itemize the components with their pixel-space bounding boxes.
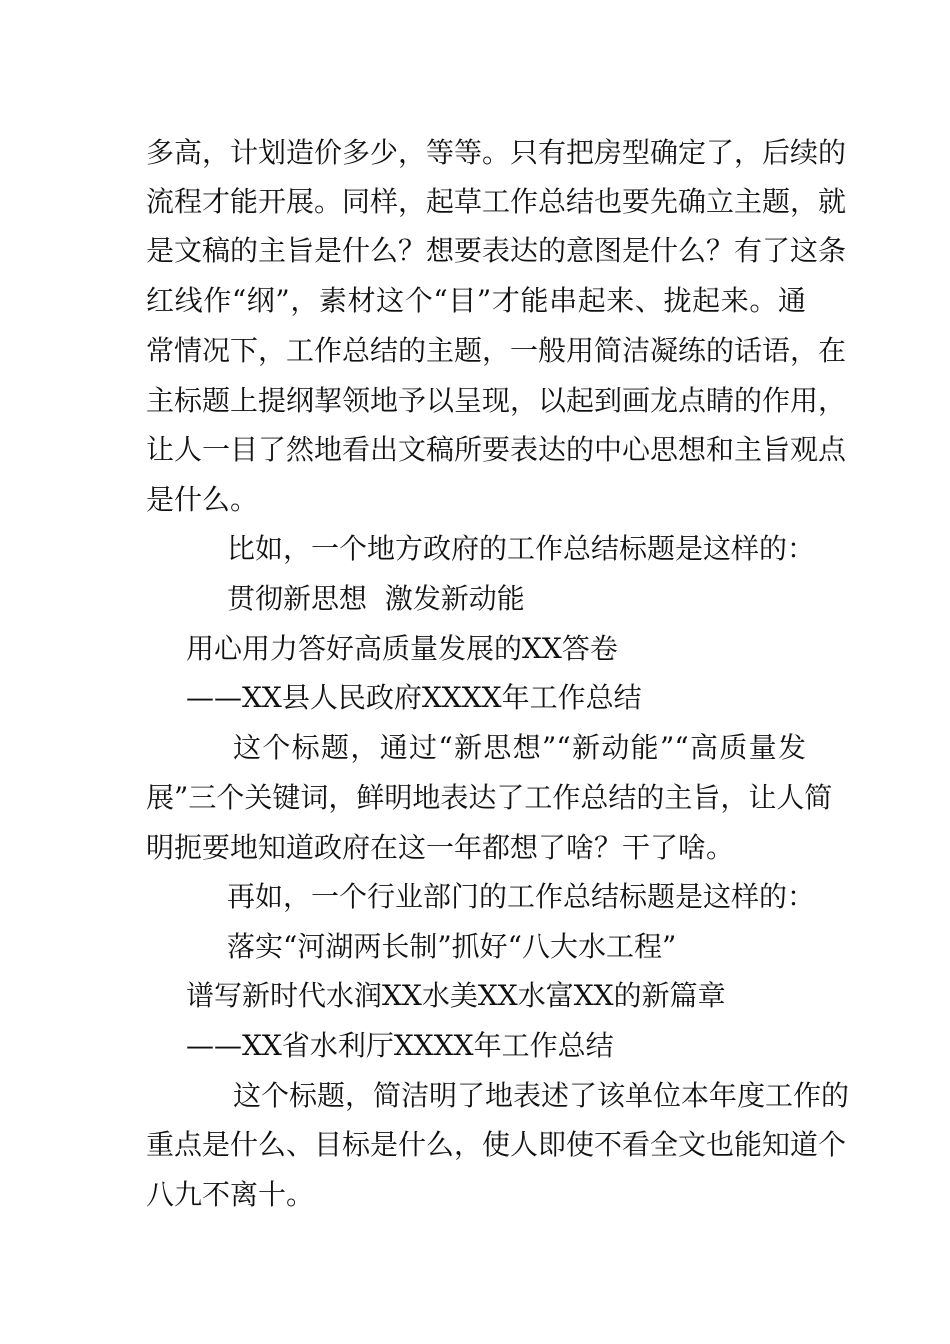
example-title-line: 落实“河湖两长制”抓好“八大水工程” [227, 930, 677, 963]
paragraph-line: 是什么。 [146, 483, 259, 516]
comment-line: 这个标题，简洁明了地表述了该单位本年度工作的 [233, 1079, 850, 1112]
example-subtitle: ——XX县人民政府XXXX年工作总结 [186, 681, 642, 714]
paragraph-line: 是文稿的主旨是什么？想要表达的意图是什么？有了这条 [146, 234, 847, 267]
example-intro: 比如，一个地方政府的工作总结标题是这样的： [227, 532, 816, 565]
comment-line: 这个标题，通过“新思想”“新动能”“高质量发 [233, 731, 806, 764]
example-title-line: 贯彻新思想 激发新动能 [227, 582, 525, 615]
paragraph-line: 流程才能开展。同样，起草工作总结也要先确立主题，就 [146, 185, 847, 218]
example-title-line: 用心用力答好高质量发展的XX答卷 [186, 632, 618, 665]
example-subtitle: ——XX省水利厅XXXX年工作总结 [186, 1029, 614, 1062]
example-title-line: 谱写新时代水润XX水美XX水富XX的新篇章 [186, 979, 726, 1012]
paragraph-line: 常情况下，工作总结的主题，一般用简洁凝练的话语，在 [146, 334, 847, 367]
paragraph-line: 让人一目了然地看出文稿所要表达的中心思想和主旨观点 [146, 433, 847, 466]
paragraph-line: 主标题上提纲挈领地予以呈现，以起到画龙点睛的作用， [146, 384, 847, 417]
paragraph-line: 多高，计划造价多少，等等。只有把房型确定了，后续的 [146, 136, 847, 169]
comment-line: 明扼要地知道政府在这一年都想了啥？干了啥。 [146, 831, 735, 864]
comment-line: 重点是什么、目标是什么，使人即使不看全文也能知道个 [146, 1128, 847, 1161]
example-intro: 再如，一个行业部门的工作总结标题是这样的： [227, 880, 816, 913]
paragraph-line: 红线作“纲”，素材这个“目”才能串起来、拢起来。通 [146, 284, 806, 317]
comment-line: 八九不离十。 [146, 1178, 315, 1211]
comment-line: 展”三个关键词，鲜明地表达了工作总结的主旨，让人简 [146, 781, 833, 814]
